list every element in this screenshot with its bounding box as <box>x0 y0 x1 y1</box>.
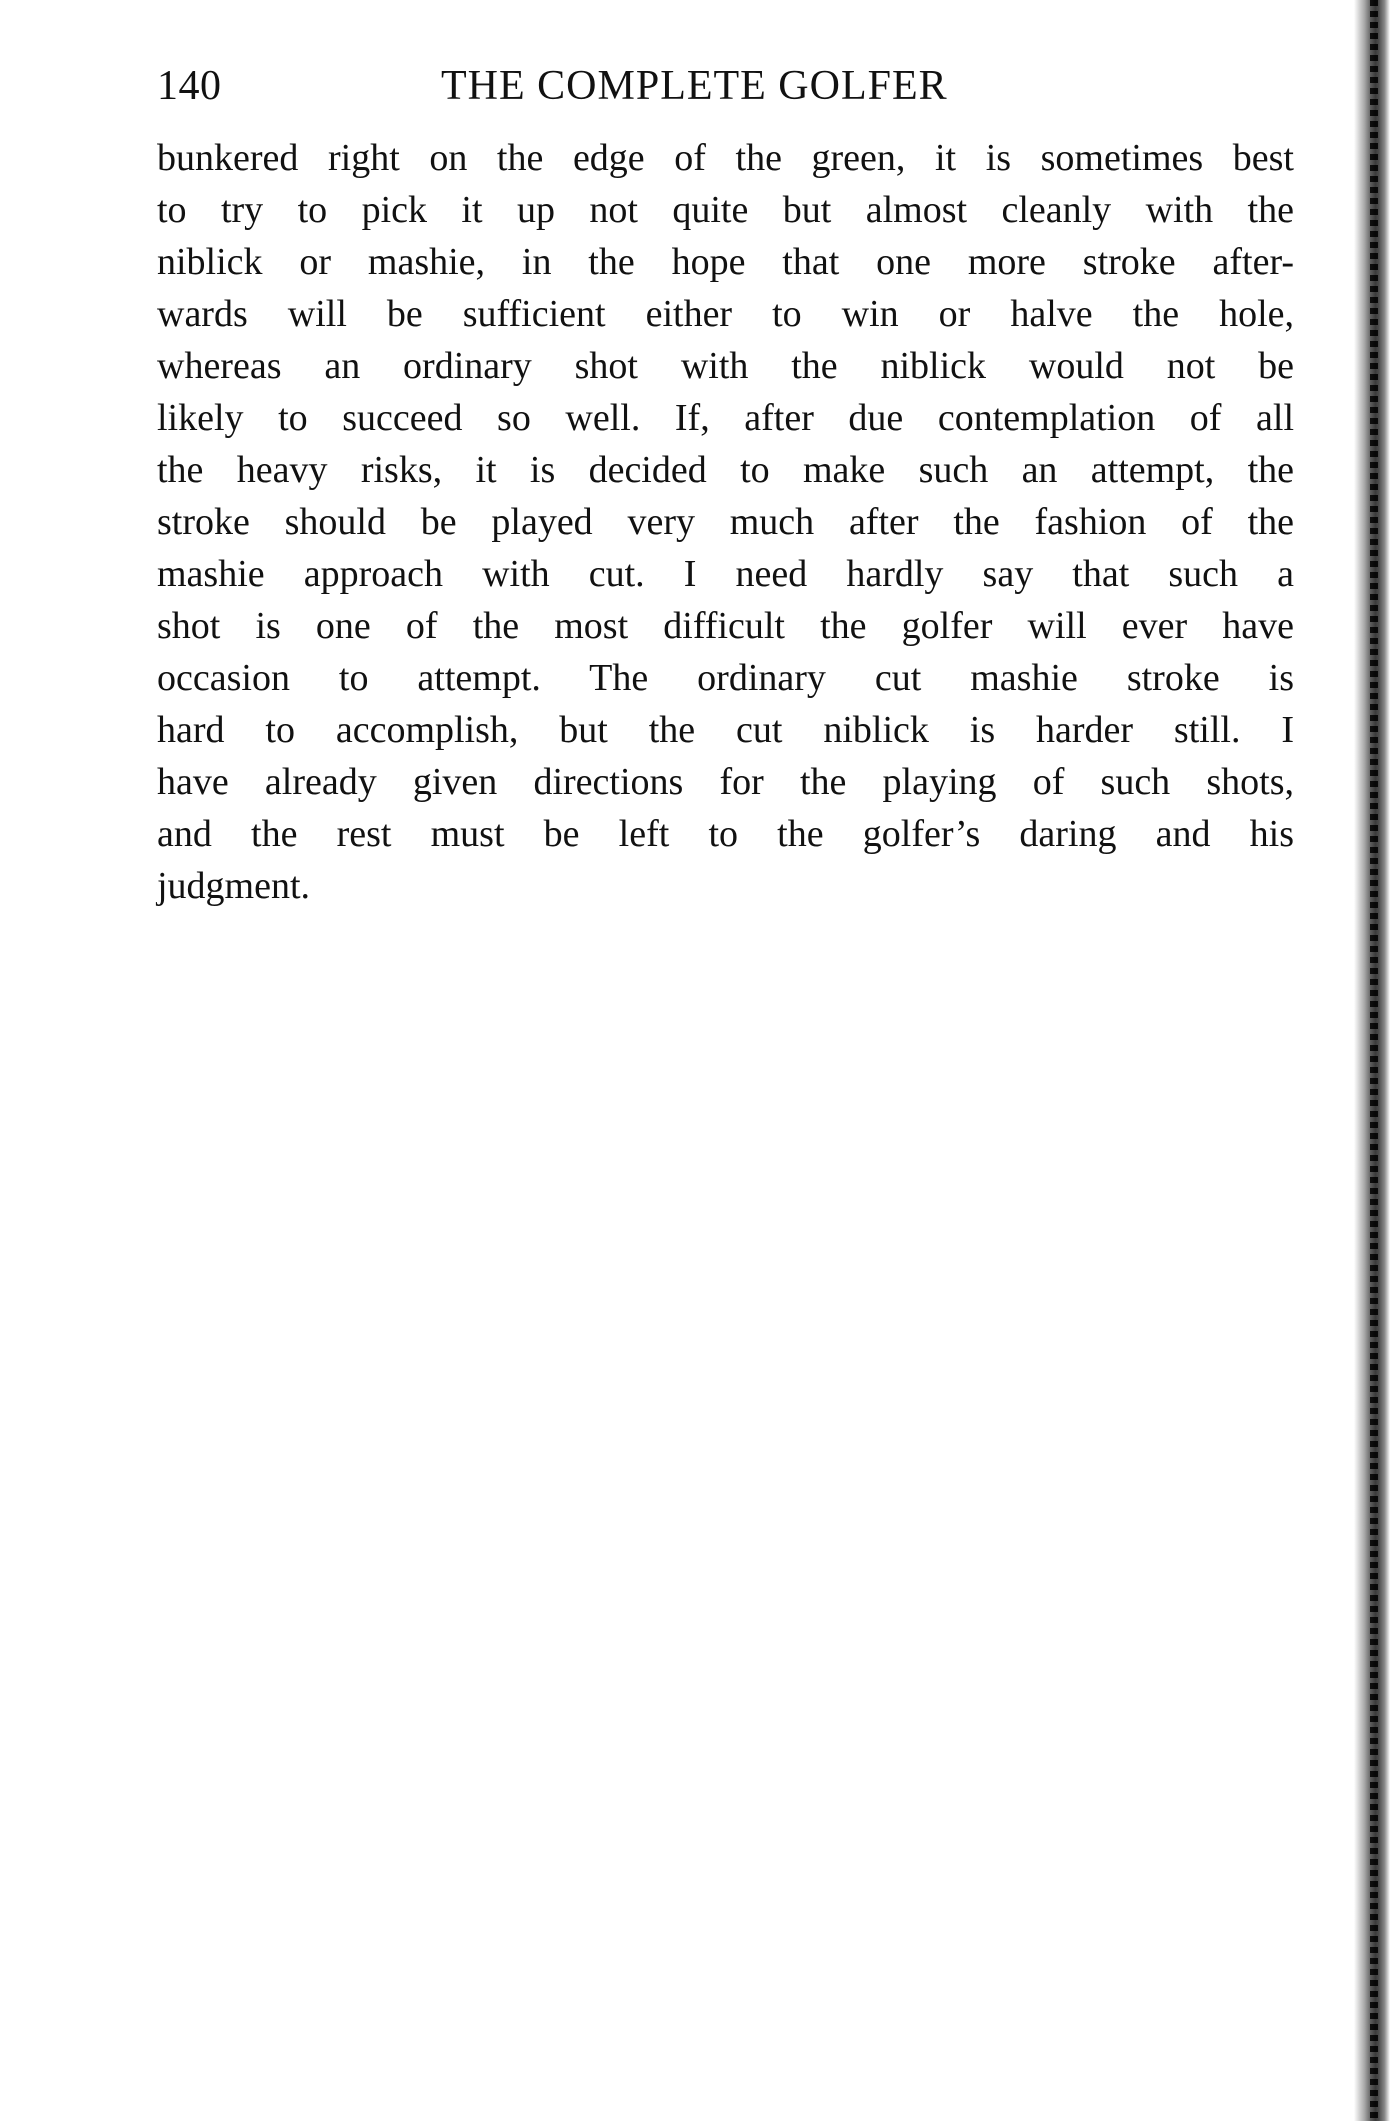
page-edge-texture <box>1370 0 1378 2121</box>
text-line: whereas an ordinary shot with the niblick would not be <box>157 345 1294 387</box>
text-line: mashie approach with cut. I need hardly say that such a <box>157 553 1294 595</box>
body-text <box>157 132 1294 912</box>
text-line: wards will be sufficient either to win or halve the hole, <box>157 293 1294 335</box>
text-line: have already given directions for the playing of such shots, <box>157 761 1294 803</box>
text-line: occasion to attempt. The ordinary cut mashie stroke is <box>157 657 1294 699</box>
text-line: niblick or mashie, in the hope that one more stroke after- <box>157 241 1294 283</box>
text-line: to try to pick it up not quite but almost cleanly with the <box>157 189 1294 231</box>
text-line: the heavy risks, it is decided to make such an attempt, the <box>157 449 1294 491</box>
text-line: hard to accomplish, but the cut niblick is harder still. I <box>157 709 1294 751</box>
running-title: THE COMPLETE GOLFER <box>441 63 948 109</box>
running-head <box>157 56 1294 116</box>
text-line: judgment. <box>157 865 311 907</box>
text-line: shot is one of the most difficult the golfer will ever have <box>157 605 1294 647</box>
page-number: 140 <box>157 63 222 109</box>
text-line: bunkered right on the edge of the green, it is sometimes best <box>157 137 1294 179</box>
text-line: likely to succeed so well. If, after due contemplation of all <box>157 397 1294 439</box>
text-line: stroke should be played very much after the fashion of the <box>157 501 1294 543</box>
text-line: and the rest must be left to the golfer’s daring and his <box>157 813 1294 855</box>
